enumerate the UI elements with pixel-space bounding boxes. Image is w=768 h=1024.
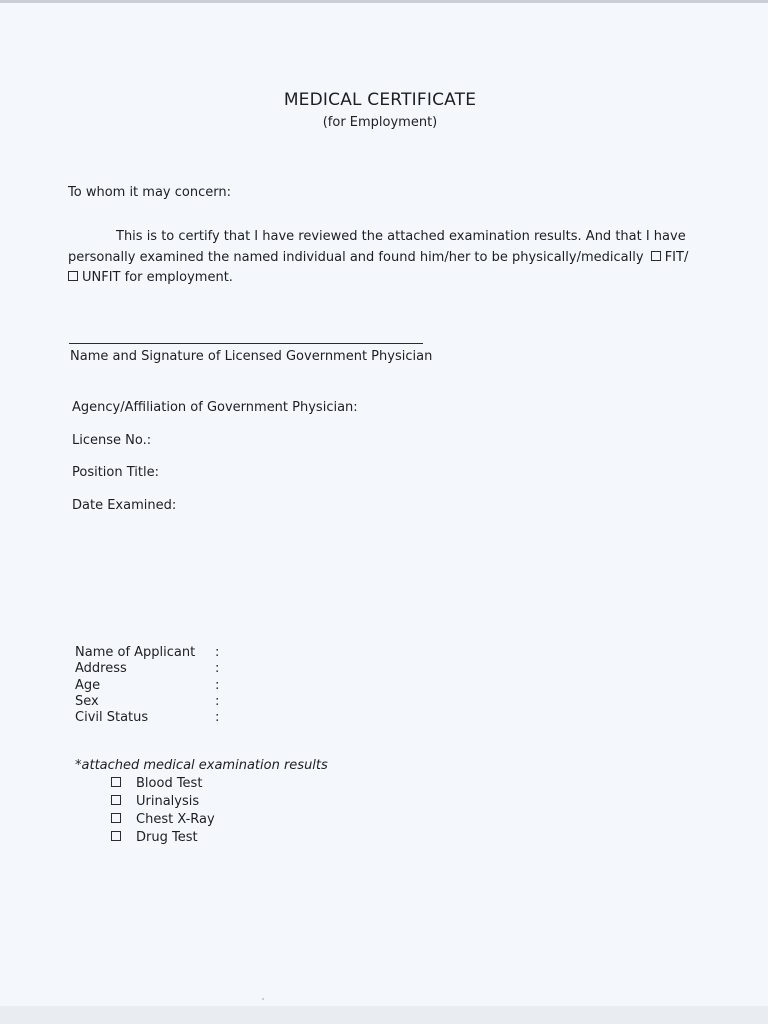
- applicant-civil-status-label: Civil Status: [75, 710, 149, 725]
- date-field-label: Date Examined:: [72, 498, 177, 513]
- applicant-address-label: Address: [75, 661, 127, 676]
- document-title: MEDICAL CERTIFICATE: [283, 90, 477, 110]
- salutation: To whom it may concern:: [68, 185, 231, 200]
- drug-test-checkbox[interactable]: [111, 831, 121, 841]
- applicant-name-separator: :: [215, 645, 220, 660]
- applicant-age-separator: :: [215, 678, 220, 693]
- blood-test-label: Blood Test: [136, 776, 203, 791]
- position-field-label: Position Title:: [72, 465, 159, 480]
- applicant-sex-separator: :: [215, 694, 220, 709]
- fit-label: FIT/: [664, 249, 689, 265]
- applicant-address-separator: :: [215, 661, 220, 676]
- attachment-item-chest-xray: [111, 812, 215, 827]
- drug-test-label: Drug Test: [136, 830, 198, 845]
- applicant-name-label: Name of Applicant: [75, 645, 196, 660]
- agency-field-label: Agency/Affiliation of Government Physician:: [72, 400, 358, 415]
- urinalysis-checkbox[interactable]: [111, 795, 121, 805]
- fit-checkbox[interactable]: [651, 251, 661, 261]
- applicant-civil-status-separator: :: [215, 710, 220, 725]
- applicant-sex-label: Sex: [75, 694, 99, 709]
- signature-line: [69, 343, 423, 344]
- attachment-item-blood-test: [111, 776, 202, 791]
- certification-paragraph: [68, 227, 704, 289]
- attachments-heading: *attached medical examination results: [75, 758, 328, 773]
- applicant-age-label: Age: [75, 678, 101, 693]
- blood-test-checkbox[interactable]: [111, 777, 121, 787]
- chest-xray-label: Chest X-Ray: [136, 812, 215, 827]
- scan-top-edge: [0, 0, 768, 3]
- chest-xray-checkbox[interactable]: [111, 813, 121, 823]
- document-subtitle: (for Employment): [322, 115, 438, 130]
- attachment-item-drug-test: [111, 830, 198, 845]
- certification-text: This is to certify that I have reviewed the attached examination results. And that I have personally examined the named individual and found him/her to be physically/medically: [68, 229, 686, 265]
- unfit-label: UNFIT for employment.: [82, 270, 233, 285]
- scan-speck: [262, 998, 264, 1000]
- unfit-checkbox[interactable]: [68, 271, 78, 281]
- scan-bottom-edge: [0, 1006, 768, 1024]
- urinalysis-label: Urinalysis: [136, 794, 200, 809]
- attachment-item-urinalysis: [111, 794, 199, 809]
- license-field-label: License No.:: [72, 433, 152, 448]
- signature-label: Name and Signature of Licensed Government Physician: [70, 349, 433, 364]
